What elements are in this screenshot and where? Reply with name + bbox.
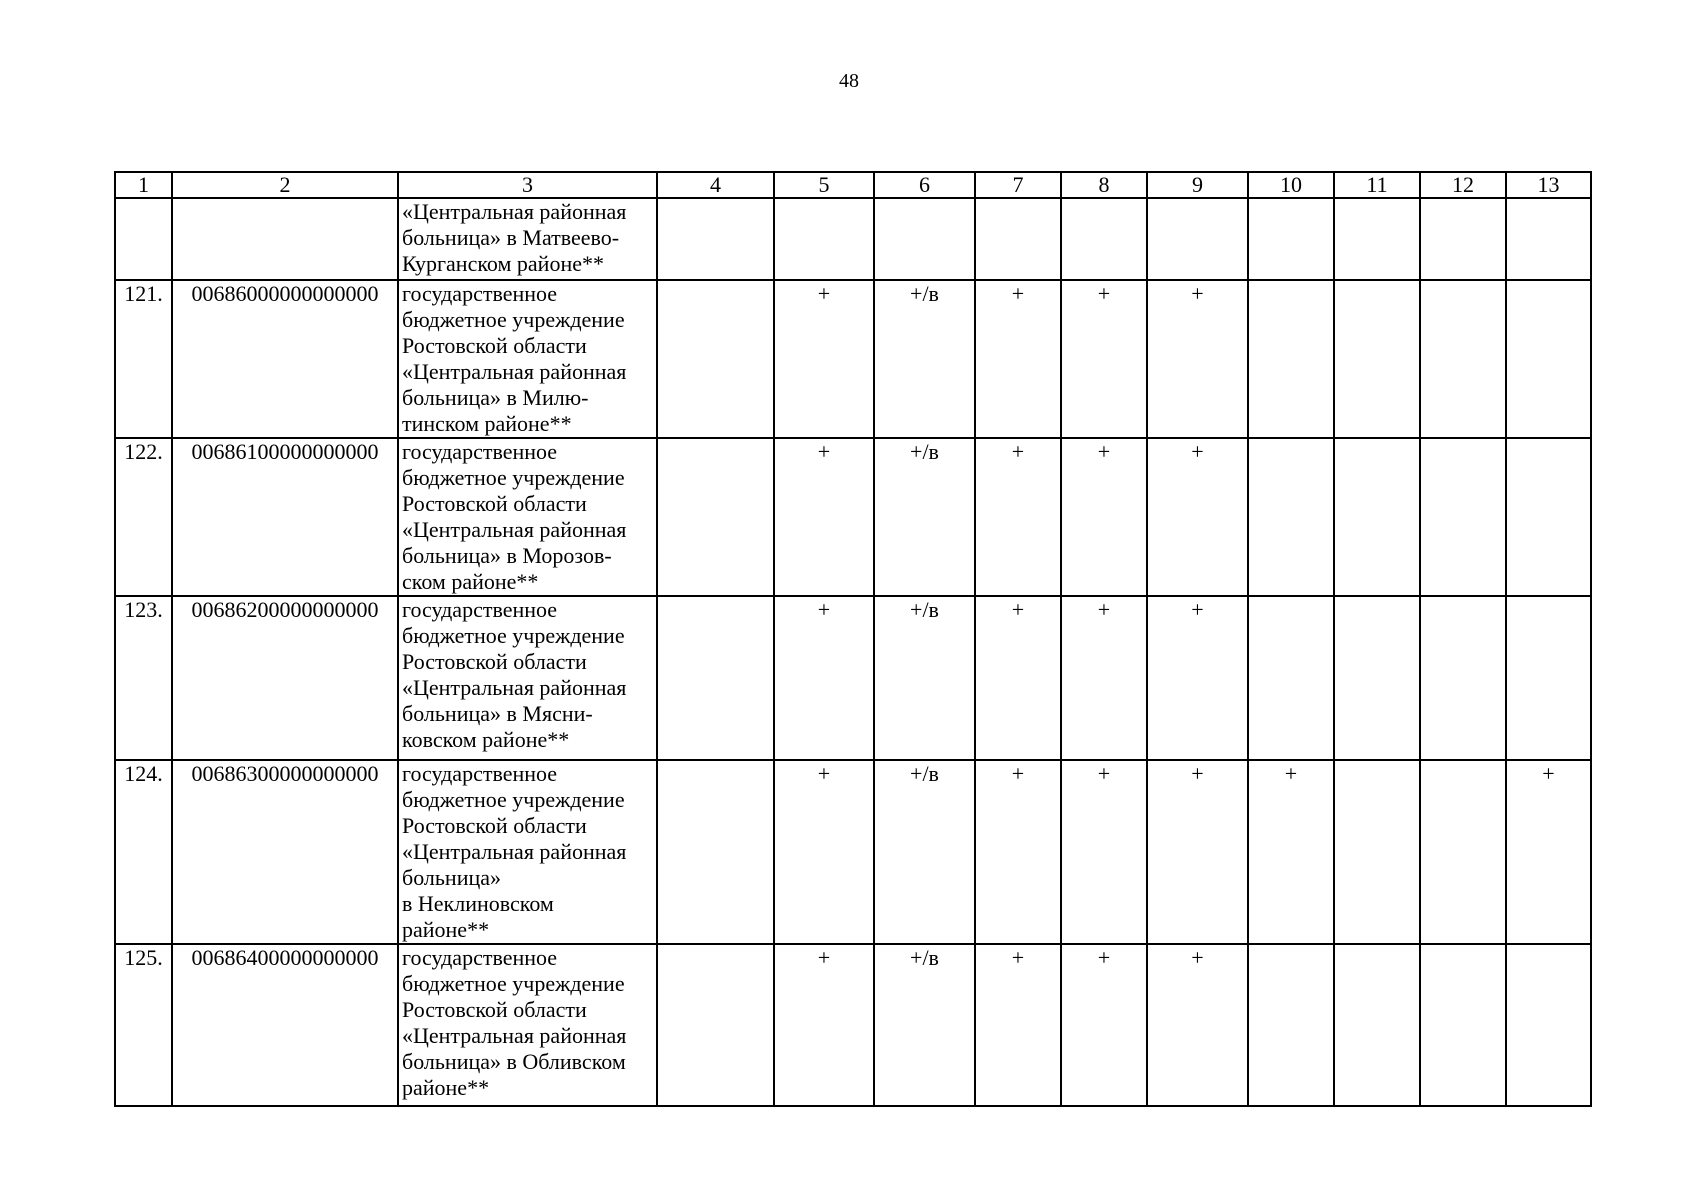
row-number: 122.	[115, 438, 172, 596]
column-header: 7	[975, 172, 1061, 198]
column-header: 9	[1147, 172, 1248, 198]
registry-code: 00686000000000000	[172, 280, 398, 438]
column-header: 10	[1248, 172, 1334, 198]
column-header: 2	[172, 172, 398, 198]
cell-col-13	[1506, 280, 1591, 438]
cell-col-13	[1506, 596, 1591, 760]
institution-name: государственное бюджетное учреждение Ростовской области «Центральная районная больница» в Милю- тинском районе**	[398, 280, 657, 438]
column-number-header-row	[115, 172, 1591, 198]
cell-col-11	[1334, 944, 1420, 1106]
cell-col-10	[1248, 438, 1334, 596]
cell-col-9: +	[1147, 760, 1248, 944]
institution-name: государственное бюджетное учреждение Ростовской области «Центральная районная больница» в Обливском районе**	[398, 944, 657, 1106]
cell-col-10	[1248, 198, 1334, 280]
cell-col-6: +/в	[874, 596, 975, 760]
column-header: 5	[774, 172, 874, 198]
cell-col-8: +	[1061, 760, 1147, 944]
cell-col-11	[1334, 438, 1420, 596]
cell-col-4	[657, 280, 774, 438]
cell-col-4	[657, 944, 774, 1106]
cell-col-8: +	[1061, 596, 1147, 760]
cell-col-7: +	[975, 760, 1061, 944]
cell-col-7: +	[975, 596, 1061, 760]
registry-code: 00686400000000000	[172, 944, 398, 1106]
cell-col-11	[1334, 198, 1420, 280]
cell-col-12	[1420, 280, 1506, 438]
cell-col-9: +	[1147, 596, 1248, 760]
table-row	[115, 280, 1591, 438]
cell-col-13: +	[1506, 760, 1591, 944]
cell-col-8	[1061, 198, 1147, 280]
cell-col-12	[1420, 438, 1506, 596]
column-header: 13	[1506, 172, 1591, 198]
cell-col-4	[657, 438, 774, 596]
column-header: 4	[657, 172, 774, 198]
cell-col-8: +	[1061, 944, 1147, 1106]
cell-col-10	[1248, 596, 1334, 760]
cell-col-10: +	[1248, 760, 1334, 944]
column-header: 8	[1061, 172, 1147, 198]
cell-col-13	[1506, 198, 1591, 280]
column-header: 6	[874, 172, 975, 198]
row-number	[115, 198, 172, 280]
cell-col-6: +/в	[874, 438, 975, 596]
table-row	[115, 438, 1591, 596]
table-row	[115, 198, 1591, 280]
cell-col-5: +	[774, 760, 874, 944]
institution-name: государственное бюджетное учреждение Ростовской области «Центральная районная больница» в Неклиновском районе**	[398, 760, 657, 944]
cell-col-6	[874, 198, 975, 280]
cell-col-4	[657, 198, 774, 280]
table-row	[115, 760, 1591, 944]
cell-col-4	[657, 760, 774, 944]
cell-col-4	[657, 596, 774, 760]
row-number: 123.	[115, 596, 172, 760]
table-row	[115, 944, 1591, 1106]
institution-name: «Центральная районная больница» в Матвеево- Курганском районе**	[398, 198, 657, 280]
cell-col-9	[1147, 198, 1248, 280]
cell-col-11	[1334, 760, 1420, 944]
row-number: 121.	[115, 280, 172, 438]
cell-col-5	[774, 198, 874, 280]
registry-code: 00686100000000000	[172, 438, 398, 596]
page-number: 48	[839, 70, 859, 92]
cell-col-8: +	[1061, 438, 1147, 596]
cell-col-9: +	[1147, 944, 1248, 1106]
cell-col-10	[1248, 944, 1334, 1106]
cell-col-5: +	[774, 280, 874, 438]
cell-col-6: +/в	[874, 280, 975, 438]
institution-name: государственное бюджетное учреждение Ростовской области «Центральная районная больница» в Морозов- ском районе**	[398, 438, 657, 596]
cell-col-11	[1334, 280, 1420, 438]
cell-col-5: +	[774, 944, 874, 1106]
cell-col-7: +	[975, 438, 1061, 596]
registry-code: 00686300000000000	[172, 760, 398, 944]
column-header: 3	[398, 172, 657, 198]
cell-col-7: +	[975, 944, 1061, 1106]
cell-col-6: +/в	[874, 944, 975, 1106]
cell-col-12	[1420, 944, 1506, 1106]
cell-col-12	[1420, 198, 1506, 280]
cell-col-9: +	[1147, 438, 1248, 596]
row-number: 124.	[115, 760, 172, 944]
row-number: 125.	[115, 944, 172, 1106]
institutions-table	[114, 171, 1592, 1107]
cell-col-12	[1420, 596, 1506, 760]
column-header: 12	[1420, 172, 1506, 198]
cell-col-5: +	[774, 596, 874, 760]
cell-col-10	[1248, 280, 1334, 438]
institution-name: государственное бюджетное учреждение Ростовской области «Центральная районная больница» в Мясни- ковском районе**	[398, 596, 657, 760]
cell-col-11	[1334, 596, 1420, 760]
cell-col-12	[1420, 760, 1506, 944]
cell-col-5: +	[774, 438, 874, 596]
cell-col-13	[1506, 944, 1591, 1106]
cell-col-6: +/в	[874, 760, 975, 944]
cell-col-13	[1506, 438, 1591, 596]
cell-col-7	[975, 198, 1061, 280]
column-header: 11	[1334, 172, 1420, 198]
registry-code: 00686200000000000	[172, 596, 398, 760]
column-header: 1	[115, 172, 172, 198]
cell-col-8: +	[1061, 280, 1147, 438]
table-row	[115, 596, 1591, 760]
registry-code	[172, 198, 398, 280]
cell-col-7: +	[975, 280, 1061, 438]
cell-col-9: +	[1147, 280, 1248, 438]
